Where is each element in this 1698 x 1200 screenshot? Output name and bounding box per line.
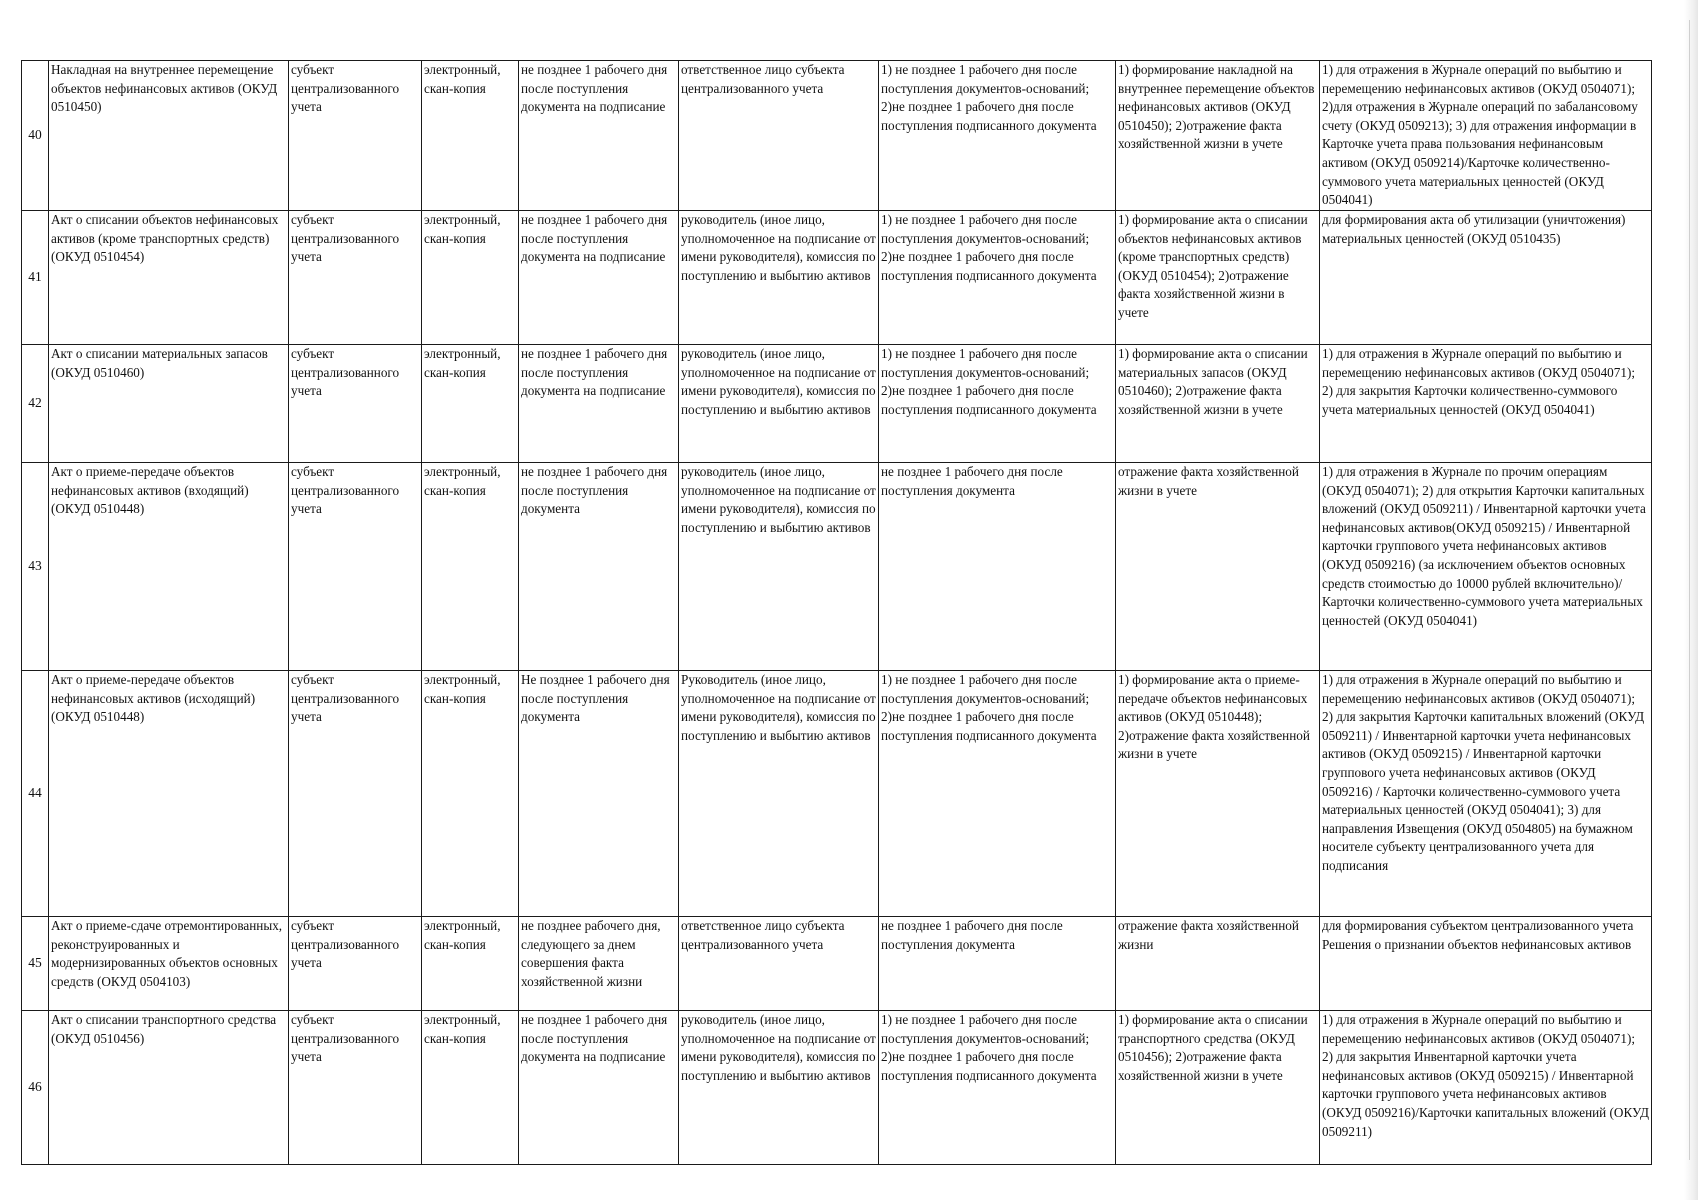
submission-deadline: не позднее 1 рабочего дня после поступления документа на подписание: [519, 1011, 679, 1165]
processing-purpose: 1) формирование акта о списании материальных запасов (ОКУД 0510460); 2)отражение факта хозяйственной жизни в учете: [1116, 345, 1320, 463]
processing-deadline: не позднее 1 рабочего дня после поступления документа: [879, 463, 1116, 671]
signer: ответственное лицо субъекта централизованного учета: [679, 917, 879, 1011]
table-row: [22, 463, 1652, 671]
table-row: [22, 345, 1652, 463]
row-number: 45: [22, 917, 49, 1011]
table-row: [22, 671, 1652, 917]
document-name: Акт о списании транспортного средства (ОКУД 0510456): [49, 1011, 289, 1165]
document-usage: для формирования акта об утилизации (уничтожения) материальных ценностей (ОКУД 0510435): [1320, 211, 1652, 345]
document-format: электронный, скан-копия: [422, 345, 519, 463]
document-usage: 1) для отражения в Журнале по прочим операциям (ОКУД 0504071); 2) для открытия Карточки капитальных вложений (ОКУД 0509211) / Инвентарной карточки учета нефинансовых активов(ОКУД 0509215) / Инвентарной карточки группового учета нефинансовых активов (ОКУД 0509216) (за исключением объектов основных средств стоимостью до 10000 рублей включительно)/Карточки количественно-суммового учета материальных ценностей (ОКУД 0504041): [1320, 463, 1652, 671]
row-number: 40: [22, 61, 49, 211]
processing-deadline: не позднее 1 рабочего дня после поступления документа: [879, 917, 1116, 1011]
processing-deadline: 1) не позднее 1 рабочего дня после поступления документов-оснований; 2)не позднее 1 рабочего дня после поступления подписанного документа: [879, 211, 1116, 345]
signer: руководитель (иное лицо, уполномоченное на подписание от имени руководителя), комиссия по поступлению и выбытию активов: [679, 463, 879, 671]
document-creator: субъект централизованного учета: [289, 917, 422, 1011]
document-name: Акт о приеме-передаче объектов нефинансовых активов (исходящий) (ОКУД 0510448): [49, 671, 289, 917]
submission-deadline: не позднее 1 рабочего дня после поступления документа на подписание: [519, 345, 679, 463]
table-row: [22, 211, 1652, 345]
row-number: 43: [22, 463, 49, 671]
scan-edge-line: [1689, 20, 1690, 1160]
row-number: 44: [22, 671, 49, 917]
processing-purpose: отражение факта хозяйственной жизни: [1116, 917, 1320, 1011]
document-format: электронный, скан-копия: [422, 917, 519, 1011]
document-creator: субъект централизованного учета: [289, 61, 422, 211]
document-creator: субъект централизованного учета: [289, 211, 422, 345]
signer: руководитель (иное лицо, уполномоченное на подписание от имени руководителя), комиссия по поступлению и выбытию активов: [679, 345, 879, 463]
document-usage: 1) для отражения в Журнале операций по выбытию и перемещению нефинансовых активов (ОКУД 0504071); 2) для закрытия Карточки количественно-суммового учета материальных ценностей (ОКУД 0504041): [1320, 345, 1652, 463]
row-number: 42: [22, 345, 49, 463]
document-format: электронный, скан-копия: [422, 1011, 519, 1165]
table-row: [22, 1011, 1652, 1165]
processing-deadline: 1) не позднее 1 рабочего дня после поступления документов-оснований; 2)не позднее 1 рабочего дня после поступления подписанного документа: [879, 61, 1116, 211]
processing-purpose: 1) формирование акта о списании транспортного средства (ОКУД 0510456); 2)отражение факта хозяйственной жизни в учете: [1116, 1011, 1320, 1165]
document-usage: 1) для отражения в Журнале операций по выбытию и перемещению нефинансовых активов (ОКУД 0504071); 2) для закрытия Инвентарной карточки учета нефинансовых активов (ОКУД 0509215) / Инвентарной карточки группового учета нефинансовых активов (ОКУД 0509216)/Карточки капитальных вложений (ОКУД 0509211): [1320, 1011, 1652, 1165]
document-creator: субъект централизованного учета: [289, 345, 422, 463]
processing-deadline: 1) не позднее 1 рабочего дня после поступления документов-оснований; 2)не позднее 1 рабочего дня после поступления подписанного документа: [879, 345, 1116, 463]
row-number: 46: [22, 1011, 49, 1165]
submission-deadline: Не позднее 1 рабочего дня после поступления документа: [519, 671, 679, 917]
scan-edge-shadow: [1684, 0, 1698, 1200]
signer: Руководитель (иное лицо, уполномоченное на подписание от имени руководителя), комиссия по поступлению и выбытию активов: [679, 671, 879, 917]
document-name: Акт о списании объектов нефинансовых активов (кроме транспортных средств) (ОКУД 0510454): [49, 211, 289, 345]
processing-purpose: 1) формирование акта о приеме-передаче объектов нефинансовых активов (ОКУД 0510448); 2)отражение факта хозяйственной жизни в учете: [1116, 671, 1320, 917]
submission-deadline: не позднее рабочего дня, следующего за днем совершения факта хозяйственной жизни: [519, 917, 679, 1011]
document-creator: субъект централизованного учета: [289, 671, 422, 917]
document-name: Акт о приеме-передаче объектов нефинансовых активов (входящий) (ОКУД 0510448): [49, 463, 289, 671]
document-name: Накладная на внутреннее перемещение объектов нефинансовых активов (ОКУД 0510450): [49, 61, 289, 211]
document-usage: для формирования субъектом централизованного учета Решения о признании объектов нефинансовых активов: [1320, 917, 1652, 1011]
processing-purpose: отражение факта хозяйственной жизни в учете: [1116, 463, 1320, 671]
table-row: [22, 917, 1652, 1011]
submission-deadline: не позднее 1 рабочего дня после поступления документа на подписание: [519, 211, 679, 345]
document-creator: субъект централизованного учета: [289, 463, 422, 671]
document-format: электронный, скан-копия: [422, 463, 519, 671]
signer: руководитель (иное лицо, уполномоченное на подписание от имени руководителя), комиссия по поступлению и выбытию активов: [679, 1011, 879, 1165]
document-name: Акт о списании материальных запасов (ОКУД 0510460): [49, 345, 289, 463]
processing-purpose: 1) формирование акта о списании объектов нефинансовых активов (кроме транспортных средств) (ОКУД 0510454); 2)отражение факта хозяйственной жизни в учете: [1116, 211, 1320, 345]
submission-deadline: не позднее 1 рабочего дня после поступления документа на подписание: [519, 61, 679, 211]
signer: ответственное лицо субъекта централизованного учета: [679, 61, 879, 211]
document-creator: субъект централизованного учета: [289, 1011, 422, 1165]
document-register-table: [21, 60, 1652, 1165]
document-usage: 1) для отражения в Журнале операций по выбытию и перемещению нефинансовых активов (ОКУД 0504071); 2)для отражения в Журнале операций по забалансовому счету (ОКУД 0509213); 3) для отражения информации в Карточке учета права пользования нефинансовым активом (ОКУД 0509214)/Карточке количественно-суммового учета материальных ценностей (ОКУД 0504041): [1320, 61, 1652, 211]
signer: руководитель (иное лицо, уполномоченное на подписание от имени руководителя), комиссия по поступлению и выбытию активов: [679, 211, 879, 345]
document-format: электронный, скан-копия: [422, 211, 519, 345]
document-page: [21, 60, 1651, 1165]
document-format: электронный, скан-копия: [422, 61, 519, 211]
document-usage: 1) для отражения в Журнале операций по выбытию и перемещению нефинансовых активов (ОКУД 0504071); 2) для закрытия Карточки капитальных вложений (ОКУД 0509211) / Инвентарной карточки учета нефинансовых активов (ОКУД 0509215) / Инвентарной карточки группового учета нефинансовых активов (ОКУД 0509216) / Карточки количественно-суммового учета материальных ценностей (ОКУД 0504041); 3) для направления Извещения (ОКУД 0504805) на бумажном носителе субъекту централизованного учета для подписания: [1320, 671, 1652, 917]
processing-deadline: 1) не позднее 1 рабочего дня после поступления документов-оснований; 2)не позднее 1 рабочего дня после поступления подписанного документа: [879, 671, 1116, 917]
row-number: 41: [22, 211, 49, 345]
document-format: электронный, скан-копия: [422, 671, 519, 917]
submission-deadline: не позднее 1 рабочего дня после поступления документа: [519, 463, 679, 671]
processing-deadline: 1) не позднее 1 рабочего дня после поступления документов-оснований; 2)не позднее 1 рабочего дня после поступления подписанного документа: [879, 1011, 1116, 1165]
table-row: [22, 61, 1652, 211]
document-name: Акт о приеме-сдаче отремонтированных, реконструированных и модернизированных объектов основных средств (ОКУД 0504103): [49, 917, 289, 1011]
processing-purpose: 1) формирование накладной на внутреннее перемещение объектов нефинансовых активов (ОКУД 0510450); 2)отражение факта хозяйственной жизни в учете: [1116, 61, 1320, 211]
